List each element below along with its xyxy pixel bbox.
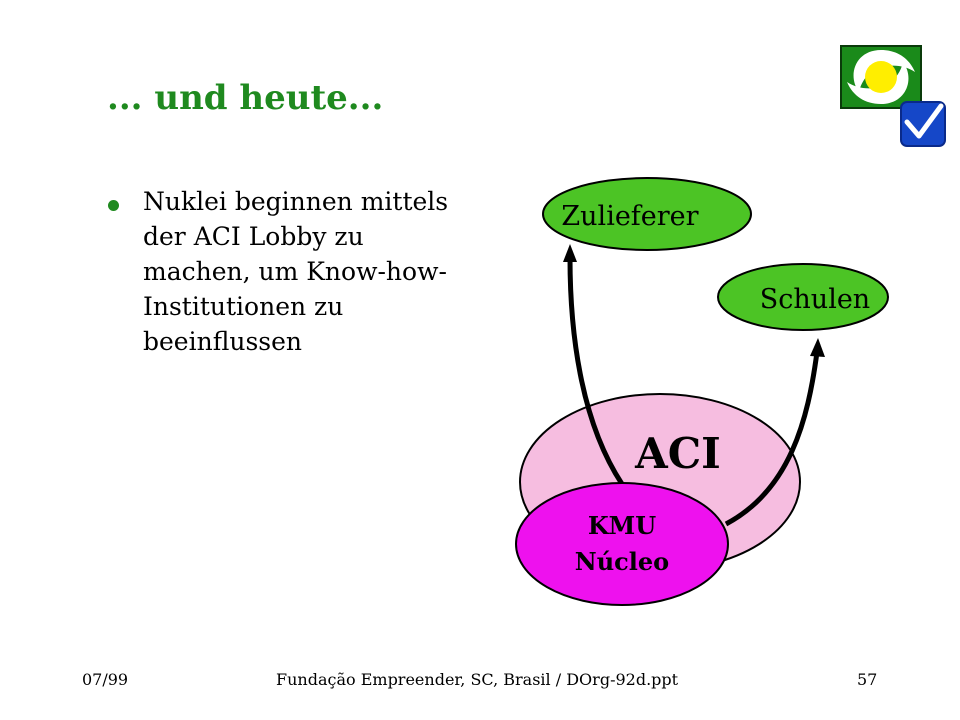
- arrow-head-schulen-icon: [810, 338, 825, 357]
- aci-label: ACI: [635, 429, 721, 478]
- schulen-label: Schulen: [759, 284, 871, 315]
- arrow-head-zulieferer-icon: [563, 244, 577, 262]
- kmu-nucleo-node: [516, 483, 728, 605]
- nucleo-label: Núcleo: [574, 547, 670, 576]
- kmu-label: KMU: [587, 511, 657, 540]
- zulieferer-label: Zulieferer: [561, 201, 699, 232]
- slide-title: ... und heute...: [107, 78, 384, 118]
- footer-source: Fundação Empreender, SC, Brasil / DOrg-92d.ppt: [276, 670, 679, 689]
- bullet-text: Nuklei beginnen mittels der ACI Lobby zu machen, um Know-how-Institutionen zu beeinflussen: [143, 187, 449, 356]
- footer-page-number: 57: [857, 670, 878, 689]
- footer-date: 07/99: [82, 670, 129, 689]
